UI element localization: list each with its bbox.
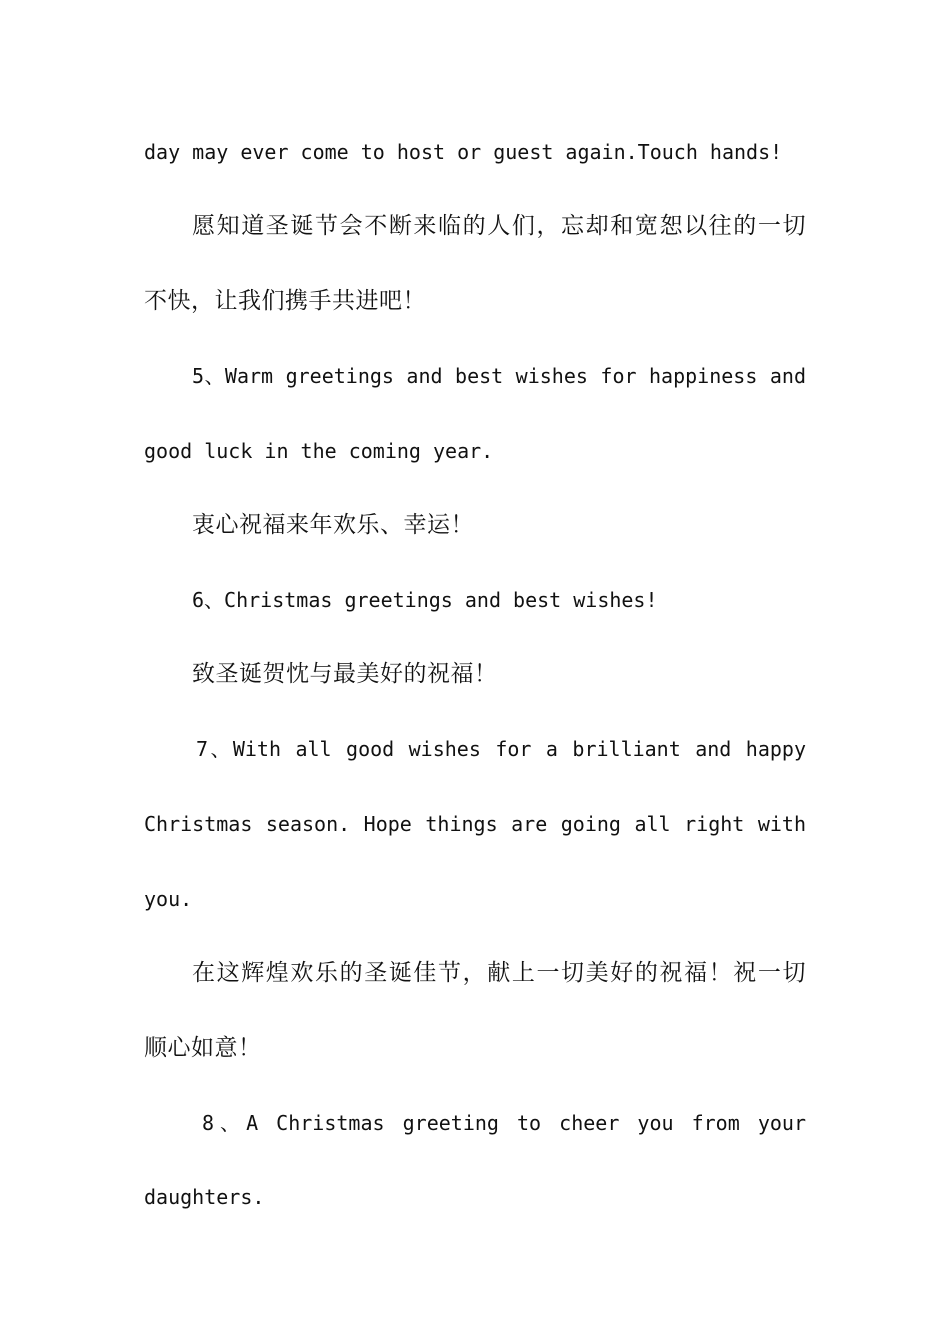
text-line-10: Christmas season. Hope things are going all right with (144, 812, 806, 836)
text-line-4: 5、Warm greetings and best wishes for happiness and (192, 364, 806, 388)
text-line-2: 愿知道圣诞节会不断来临的人们，忘却和宽恕以往的一切 (192, 213, 806, 239)
text-line-12: 在这辉煌欢乐的圣诞佳节，献上一切美好的祝福！祝一切 (192, 960, 806, 986)
text-line-1: day may ever come to host or guest again.Touch hands! (144, 140, 783, 164)
text-line-11: you. (144, 887, 193, 911)
text-line-13: 顺心如意！ (144, 1035, 262, 1061)
text-line-5: good luck in the coming year. (144, 439, 494, 463)
text-line-7: 6、Christmas greetings and best wishes! (192, 588, 658, 612)
text-line-8: 致圣诞贺忱与最美好的祝福！ (192, 661, 498, 687)
text-line-15: daughters. (144, 1185, 265, 1209)
text-line-9: 7、With all good wishes for a brilliant and happy (196, 737, 806, 761)
text-line-3: 不快，让我们携手共进吧！ (144, 288, 426, 314)
text-line-6: 衷心祝福来年欢乐、幸运！ (192, 512, 474, 538)
text-line-14: 8、A Christmas greeting to cheer you from your (202, 1111, 806, 1135)
